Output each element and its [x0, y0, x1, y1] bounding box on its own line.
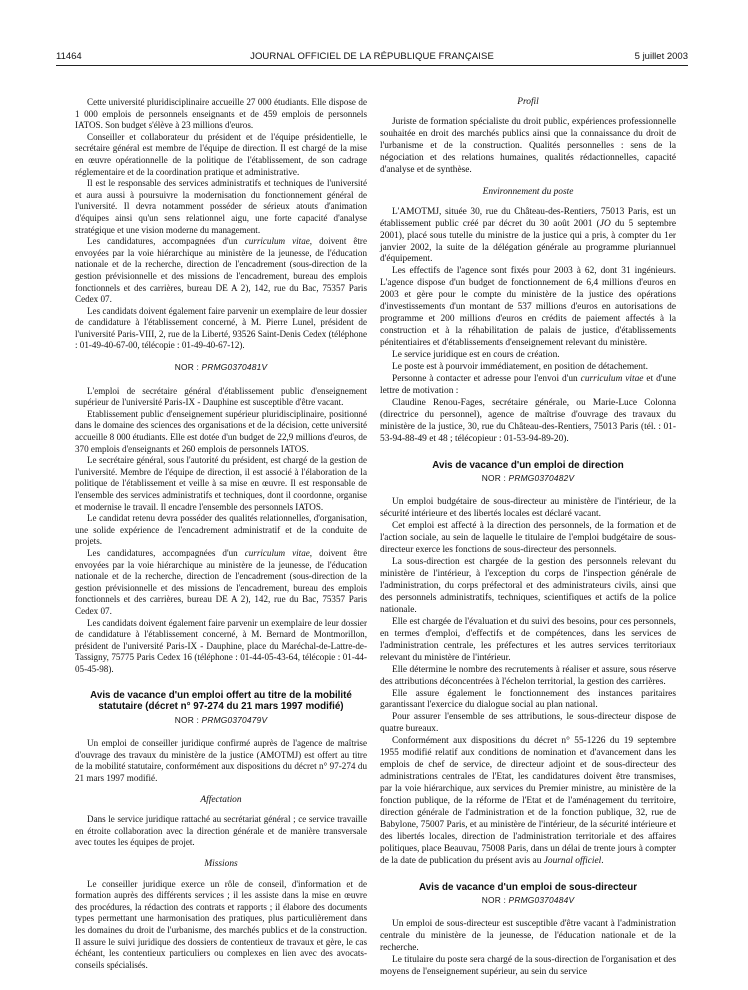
- text: , doivent être envoyées par la voie hiérarchique au ministère de la jeunesse, de l'éducation nationale et de la recherche, direction de l'encadrement (sous-direction de la gestion prévisionnelle et des missions de l'encadrement, bureau des emplois fonctionnels et des carrières, bureau DE A 2), 142, rue du Bac, 75357 Paris Cedex 07.: [75, 547, 367, 616]
- paragraph: Conseiller et collaborateur du président et de l'équipe présidentielle, le secrétaire général est membre de l'équipe de direction. Il est chargé de la mise en œuvre opérationnelle de la politique de l'établissement, de son cadrage réglementaire et de la coordination pratique et administrative.: [75, 131, 367, 177]
- text: .: [601, 855, 604, 866]
- paragraph: Il est le responsable des services administratifs et techniques de l'université et aura aussi à poursuivre la modernisation du fonctionnement général de l'université. Il devra notamment posséder de sérieux atouts d'animation d'équipes ainsi qu'un sens relationnel aigu, une forte capacité d'analyse stratégique et une vision moderne du management.: [75, 178, 367, 235]
- paragraph: Pour assurer l'ensemble de ses attributions, le sous-directeur dispose de quatre bureaux.: [380, 712, 676, 735]
- paragraph: Le secrétaire général, sous l'autorité du président, est chargé de la gestion de l'université. Membre de l'équipe de direction, il est associé à l'élaboration de la politique de l'établissement et veille à sa mise en œuvre. Il est responsable de l'ensemble des services administratifs et techniques, dont il coordonne, organise et modernise le travail. Il encadre l'ensemble des personnels IATOS.: [75, 455, 367, 512]
- right-column: [380, 97, 676, 979]
- subheading: Missions: [204, 859, 238, 870]
- subheading: Affectation: [200, 794, 242, 805]
- paragraph: [75, 236, 367, 306]
- nor-code: PRMG0370479V: [201, 714, 268, 725]
- nor-label: NOR :: [481, 895, 509, 906]
- nor-reference: [75, 715, 367, 727]
- text: , doivent être envoyées par la voie hiérarchique au ministère de la jeunesse, de l'éducation nationale et de la recherche, direction de l'encadrement (sous-direction de la gestion prévisionnelle et des missions de l'encadrement, bureau des emplois fonctionnels et des carrières, bureau DE A 2), 142, rue du Bac, 75357 Paris Cedex 07.: [75, 236, 367, 305]
- text: Les candidatures, accompagnées d'un: [87, 547, 245, 558]
- paragraph: Le poste est à pourvoir immédiatement, en position de détachement.: [392, 362, 648, 373]
- paragraph: [380, 374, 676, 398]
- paragraph: Le service juridique est en cours de création.: [392, 350, 560, 361]
- paragraph: Le candidat retenu devra posséder des qualités relationnelles, d'organisation, une solide expérience de l'encadrement administratif et de la conduite de projets.: [75, 513, 367, 547]
- paragraph: Un emploi budgétaire de sous-directeur au ministère de l'intérieur, de la sécurité intérieure et des libertés locales est déclaré vacant.: [380, 497, 676, 520]
- section-title: Avis de vacance d'un emploi de sous-directeur: [418, 881, 638, 893]
- left-column: [75, 97, 367, 971]
- text: Conformément aux dispositions du décret n° 55-1226 du 19 septembre 1955 modifié relatif aux conditions de nomination et d'avancement dans les emplois de chef de service, de directeur adjoint et de sous-directeur des administrations centrales de l'Etat, les candidatures doivent être transmises, par la voie hiérarchique, aux services du Premier ministre, au ministère de la fonction publique, de la réforme de l'Etat et de l'aménagement du territoire, direction générale de l'administration et de la fonction publique, 32, rue de Babylone, 75007 Paris, et au ministère de l'intérieur, de la sécurité intérieure et des libertés locales, direction de l'administration territoriale et des affaires politiques, place Beauvau, 75008 Paris, dans un délai de trente jours à compter de la date de publication du présent avis au: [380, 736, 676, 866]
- paragraph: Le titulaire du poste sera chargé de la sous-direction de l'organisation et des moyens de l'enseignement supérieur, au sein du service: [380, 955, 676, 978]
- paragraph: Juriste de formation spécialiste du droit public, expériences professionnelle souhaitée en droit des marchés publics ainsi que la connaissance du droit de l'urbanisme et de la construction. Qualités personnelles : sens de la négociation et des relations humaines, qualités rédactionnelles, capacité d'analyse et de synthèse.: [380, 116, 676, 175]
- nor-reference: [380, 895, 676, 907]
- text: du 5 septembre 2001), placé sous tutelle du ministre de la justice qui a pris, à compter du 1er janvier 2002, la suite de la délégation générale au programme pluriannuel d'équipement.: [380, 218, 676, 265]
- paragraph: [75, 548, 367, 618]
- nor-code: PRMG0370482V: [508, 473, 575, 484]
- nor-label: NOR :: [481, 473, 509, 484]
- nor-code: PRMG0370484V: [508, 895, 575, 906]
- subheading: Profil: [517, 97, 539, 107]
- paragraph: Le conseiller juridique exerce un rôle de conseil, d'information et de formation auprès des différents services ; il les assiste dans la mise en œuvre des procédures, la rédaction des contrats et rapports ; il élabore des documents types permettant une harmonisation des pratiques, plus particulièrement dans les domaines du droit de l'urbanisme, des marchés publics et de la construction. Il assure le suivi juridique des dossiers de contentieux de travaux et gère, le cas échéant, les contentieux particuliers ou complexes en lien avec des avocats-conseils spécialisés.: [75, 878, 367, 970]
- text: Personne à contacter et adresse pour l'envoi d'un: [392, 374, 581, 385]
- paragraph: Cet emploi est affecté à la direction des personnels, de la formation et de l'action sociale, au sein de laquelle le titulaire de l'emploi budgétaire de sous-directeur exerce les fonctions de sous-directeur des personnels.: [380, 521, 676, 556]
- text: et d'une lettre de motivation :: [380, 374, 677, 396]
- paragraph: Elle assure également le fonctionnement des instances paritaires garantissant l'exercice du dialogue social au plan national.: [380, 688, 676, 711]
- paragraph: Un emploi de sous-directeur est susceptible d'être vacant à l'administration centrale du ministère de la jeunesse, de l'éducation nationale et de la recherche.: [380, 919, 676, 954]
- header-rule: [56, 65, 688, 66]
- text: L'AMOTMJ, située 30, rue du Château-des-Rentiers, 75013 Paris, est un établissement public créé par décret du 30 août 2001 (: [380, 206, 676, 229]
- italic-text: curriculum vitae: [580, 374, 644, 385]
- paragraph: Les candidats doivent également faire parvenir un exemplaire de leur dossier de candidature à l'établissement concerné, à M. Pierre Lunel, président de l'université Paris-VIII, 2, rue de la Liberté, 93526 Saint-Denis Cedex (téléphone : 01-49-40-67-00, télécopie : 01-49-40-67-12).: [75, 305, 367, 351]
- paragraph: Claudine Renou-Fages, secrétaire générale, ou Marie-Luce Colonna (directrice du personnel), agence de maîtrise d'ouvrage des travaux du ministère de la justice, 30, rue du Château-des-Rentiers, 75013 Paris (tél. : 01-53-94-88-49 et 48 ; télécopieur : 01-53-94-89-20).: [380, 397, 676, 444]
- paragraph: Elle est chargée de l'évaluation et du suivi des besoins, pour ces personnels, en termes d'emploi, d'effectifs et de compétences, dans les services de l'administration centrale, les préfectures et les autres services territoriaux relevant du ministère de l'intérieur.: [380, 616, 676, 663]
- italic-text: Journal officiel: [543, 855, 602, 866]
- italic-text: curriculum vitae: [244, 547, 310, 558]
- nor-reference: [380, 473, 676, 485]
- page-header: [56, 51, 688, 65]
- italic-text: JO: [599, 218, 611, 229]
- paragraph: [380, 207, 676, 267]
- paragraph: Dans le service juridique rattaché au secrétariat général ; ce service travaille en étroite collaboration avec la direction générale et de manière transversale avec toutes les équipes de projet.: [75, 814, 367, 848]
- paragraph: Cette université pluridisciplinaire accueille 27 000 étudiants. Elle dispose de 1 000 emplois de personnels enseignants et de 459 emplois de personnels IATOS. Son budget s'élève à 23 millions d'euros.: [75, 97, 367, 131]
- text: Les candidatures, accompagnées d'un: [87, 236, 245, 247]
- page-number: 11464: [56, 51, 82, 62]
- paragraph: Elle détermine le nombre des recrutements à réaliser et assure, sous réserve des attributions déconcentrées à l'échelon territorial, la gestion des carrières.: [380, 664, 676, 687]
- paragraph: Un emploi de conseiller juridique confirmé auprès de l'agence de maîtrise d'ouvrage des travaux du ministère de la justice (AMOTMJ) est offert au titre de la mobilité statutaire, conformément aux dispositions du décret n° 97-274 du 21 mars 1997 modifié.: [75, 738, 367, 784]
- section-title: Avis de vacance d'un emploi de direction: [432, 459, 624, 471]
- paragraph: Les effectifs de l'agence sont fixés pour 2003 à 62, dont 31 ingénieurs. L'agence dispose d'un budget de fonctionnement de 6,4 millions d'euros en 2003 et gère pour le compte du ministère de la justice des opérations d'investissements d'un montant de 537 millions d'euros en autorisations de programme et 200 millions d'euros en crédits de paiement affectés à la construction et à la réhabilitation de palais de justice, d'établissements pénitentiaires et d'établissements d'enseignement relevant du ministère.: [380, 266, 676, 349]
- nor-code: PRMG0370481V: [201, 362, 268, 373]
- nor-reference: [75, 362, 367, 374]
- journal-title: JOURNAL OFFICIEL DE LA RÉPUBLIQUE FRANÇAISE: [250, 51, 494, 62]
- paragraph: [380, 736, 676, 867]
- nor-label: NOR :: [174, 362, 202, 373]
- subheading: Environnement du poste: [482, 186, 574, 197]
- paragraph: L'emploi de secrétaire général d'établissement public d'enseignement supérieur de l'université Paris-IX - Dauphine est susceptible d'être vacant.: [75, 385, 367, 408]
- section-title: Avis de vacance d'un emploi offert au titre de la mobilité statutaire (décret n° 97-274 du 21 mars 1997 modifié): [90, 689, 352, 713]
- nor-label: NOR :: [174, 714, 202, 725]
- paragraph: La sous-direction est chargée de la gestion des personnels relevant du ministère de l'intérieur, à l'exception du corps de l'inspection générale de l'administration, du corps préfectoral et des administrateurs civils, ainsi que des personnels administratifs, techniques, scientifiques et actifs de la police nationale.: [380, 557, 676, 615]
- issue-date: 5 juillet 2003: [634, 51, 688, 62]
- italic-text: curriculum vitae: [244, 236, 310, 247]
- paragraph: Les candidats doivent également faire parvenir un exemplaire de leur dossier de candidature à l'établissement concerné, à M. Bernard de Montmorillon, président de l'université Paris-IX - Dauphine, place du Maréchal-de-Lattre-de-Tassigny, 75775 Paris Cedex 16 (téléphone : 01-44-05-43-64, télécopie : 01-44-05-45-98).: [75, 617, 367, 674]
- paragraph: Etablissement public d'enseignement supérieur pluridisciplinaire, positionné dans le domaine des sciences des organisations et de la décision, cette université accueille 8 000 étudiants. Elle est dotée d'un budget de 22,9 millions d'euros, de 370 emplois d'enseignants et 260 emplois de personnels IATOS.: [75, 408, 368, 454]
